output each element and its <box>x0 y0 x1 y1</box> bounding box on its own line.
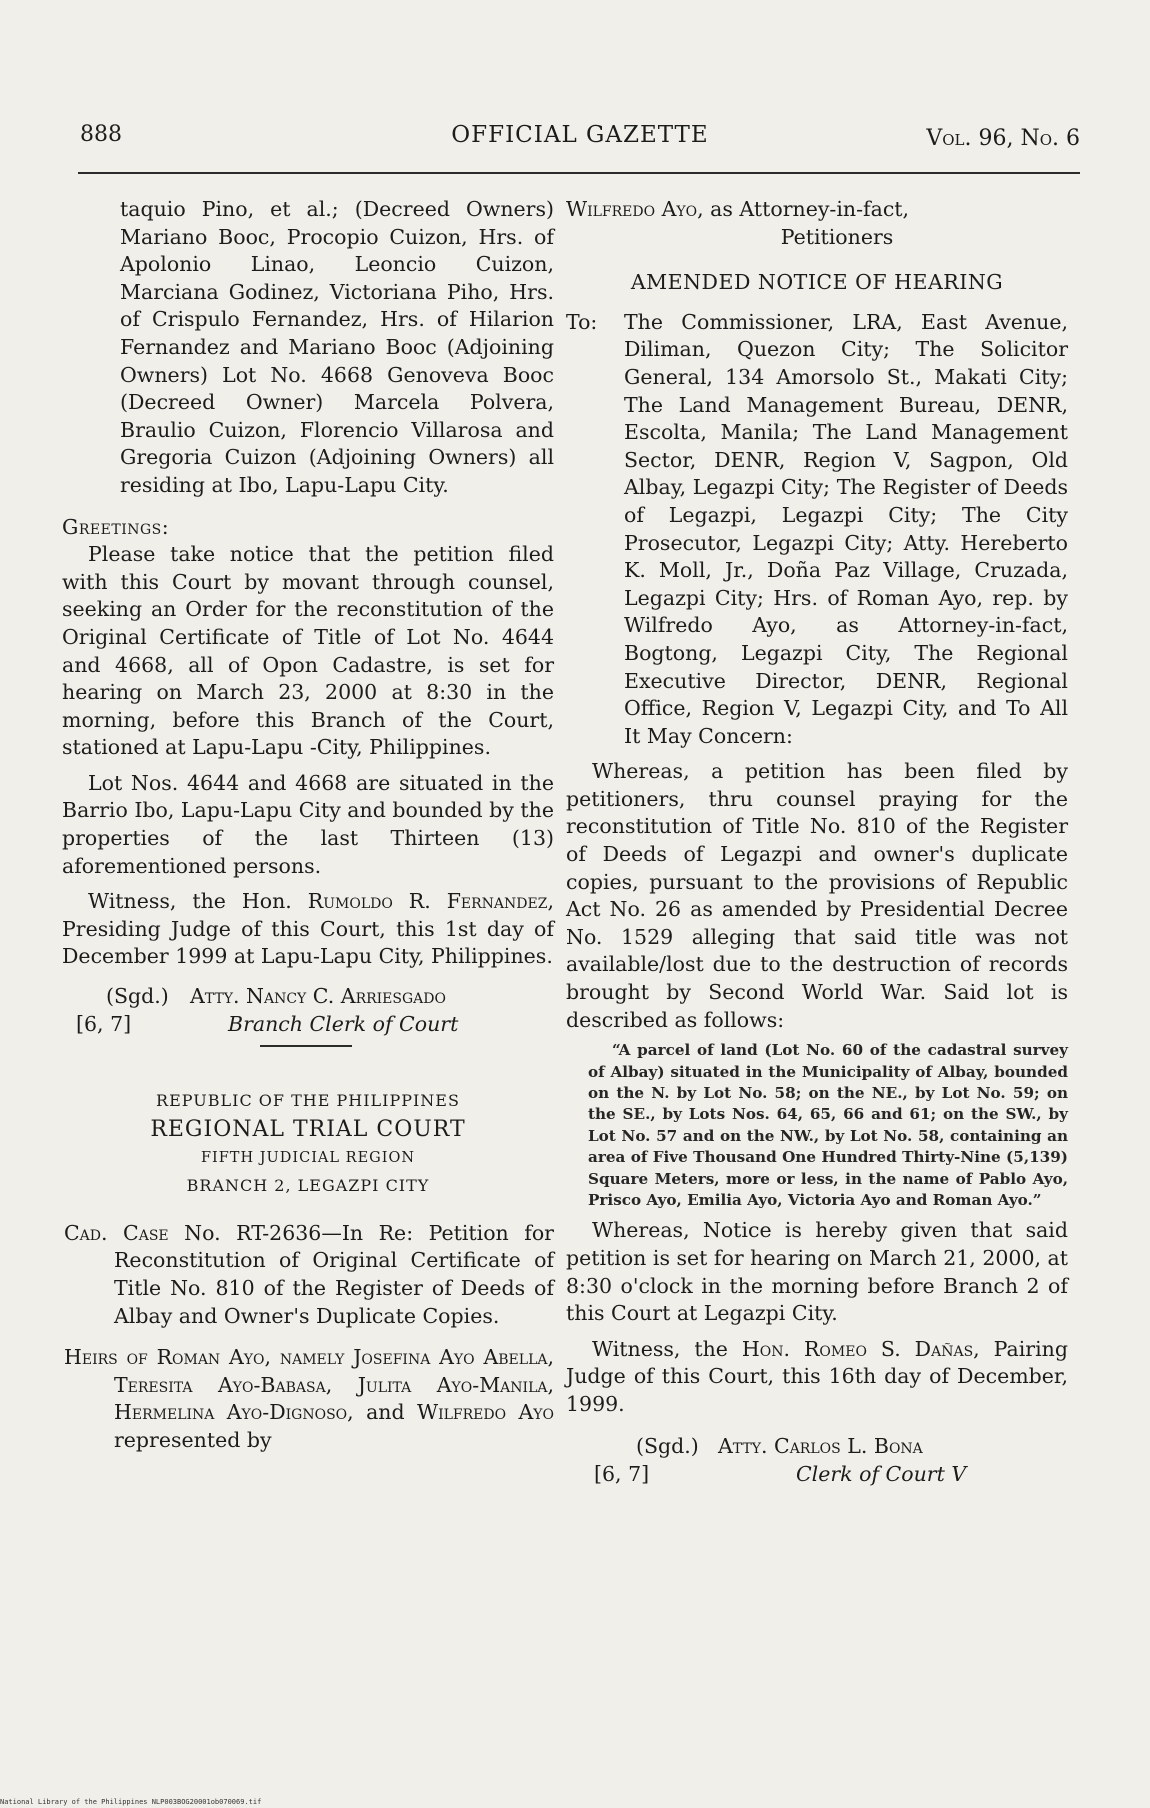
issue-reference-2: [6, 7] <box>594 1461 650 1486</box>
addressees-block <box>566 309 1068 751</box>
court-republic: REPUBLIC OF THE PHILIPPINES <box>156 1091 460 1111</box>
signed-mark: (Sgd.) <box>106 984 169 1009</box>
heirs-representative: Wilfredo Ayo <box>417 1400 554 1425</box>
witness-rest: Presiding Judge of this Court, this 1st day of December 1999 at Lapu-Lapu City, Philippines. <box>62 916 554 969</box>
heirs-represented-by: represented by <box>114 1427 272 1452</box>
witness-prefix: Witness, the Hon. <box>88 889 292 914</box>
page-number: 888 <box>80 122 122 147</box>
signatory-role: Branch Clerk of Court <box>228 1012 459 1037</box>
signatory-name-2: Atty. Carlos L. Bona <box>718 1433 923 1458</box>
witness-paragraph <box>62 888 554 971</box>
notice-title: AMENDED NOTICE OF HEARING <box>630 270 1004 295</box>
case-text: No. RT-2636—In Re: Petition for Reconstitution of Original Certificate of Title No. 810 of the Register of Deeds of Albay and Owner's Duplicate Copies. <box>114 1220 554 1328</box>
witness-paragraph-2 <box>566 1336 1068 1419</box>
signatory-name: Atty. Nancy C. Arriesgado <box>190 984 446 1009</box>
signature-block-2 <box>566 1433 1068 1489</box>
section-divider <box>260 1045 352 1047</box>
heirs-caption <box>62 1344 554 1454</box>
petitioners-label: Petitioners <box>780 224 894 249</box>
court-region: FIFTH JUDICIAL REGION <box>200 1149 416 1166</box>
petitioner-name: Wilfredo Ayo, <box>566 197 704 221</box>
addressees-list: The Commissioner, LRA, East Avenue, Diliman, Quezon City; The Solicitor General, 134 Amorsolo St., Makati City; The Land Management Bureau, DENR, Escolta, Manila; The Land Management Sector, DENR, Region V, Sagpon, Old Albay, Legazpi City; The Register of Deeds of Legazpi, Legazpi City; The City Prosecutor, Legazpi City; Atty. Hereberto K. Moll, Jr., Doña Paz Village, Cruzada, Legazpi City; Hrs. of Roman Ayo, rep. by Wilfredo Ayo, as Attorney-in-fact, Bogtong, Legazpi City, The Regional Executive Director, DENR, Regional Office, Region V, Legazpi City, and To All It May Concern: <box>624 309 1068 748</box>
court-name: REGIONAL TRIAL COURT <box>150 1116 466 1142</box>
whereas-paragraph-2: Whereas, Notice is hereby given that said petition is set for hearing on March 21, 2000, at 8:30 o'clock in the morning before Branch 2 of this Court at Legazpi City. <box>566 1218 1068 1326</box>
left-column <box>62 196 554 1455</box>
whereas-paragraph-1: Whereas, a petition has been filed by petitioners, thru counsel praying for the reconstitution of Title No. 810 of the Register of Deeds of Legazpi and owner's duplicate copies, pursuant to the provisions of Republic Act No. 26 as amended by Presidential Decree No. 1529 alleging that said title was not available/lost due to the destruction of records brought by Second World War. Said lot is described as follows: <box>566 759 1068 1032</box>
owners-list-continuation: taquio Pino, et al.; (Decreed Owners) Mariano Booc, Procopio Cuizon, Hrs. of Apolonio Linao, Leoncio Cuizon, Marciana Godinez, Victoriana Piho, Hrs. of Crispulo Fernandez, Hrs. of Hilarion Fernandez and Mariano Booc (Adjoining Owners) Lot No. 4668 Genoveva Booc (Decreed Owner) Marcela Polvera, Braulio Cuizon, Florencio Villarosa and Gregoria Cuizon (Adjoining Owners) all residing at Ibo, Lapu-Lapu City. <box>120 197 554 497</box>
notice-paragraph-2: Lot Nos. 4644 and 4668 are situated in the Barrio Ibo, Lapu-Lapu City and bounded by the properties of the last Thirteen (13) aforementioned persons. <box>62 770 554 878</box>
judge-name: Rumoldo R. Fernandez, <box>307 889 554 914</box>
right-column <box>566 196 1068 1489</box>
to-label: To: <box>566 309 598 334</box>
heirs-names: Heirs of Roman Ayo, namely Josefina Ayo Abella, Teresita Ayo-Babasa, Julita Ayo-Manila, Hermelina Ayo-Dignoso, <box>64 1345 554 1425</box>
notice-paragraph-1: Please take notice that the petition filed with this Court by movant through counsel, seeking an Order for the reconstitution of the Original Certificate of Title of Lot No. 4644 and 4668, all of Opon Cadastre, is set for hearing on March 23, 2000 at 8:30 in the morning, before this Branch of the Court, stationed at Lapu-Lapu -City, Philippines. <box>62 542 554 760</box>
volume-number: Vol. 96, No. 6 <box>926 126 1080 151</box>
signatory-role-2: Clerk of Court V <box>796 1461 967 1486</box>
issue-reference: [6, 7] <box>76 1012 132 1037</box>
lot-description-quote: “A parcel of land (Lot No. 60 of the cadastral survey of Albay) situated in the Municipality of Albay, bounded on the N. by Lot No. 58; on the NE., by Lot No. 59; on the SE., by Lots Nos. 64, 65, 66 and 61; on the SW., by Lot No. 57 and on the NW., by Lot No. 58, containing an area of Five Thousand One Hundred Thirty-Nine (5,139) Square Meters, more or less, in the name of Pablo Ayo, Prisco Ayo, Emilia Ayo, Victoria Ayo and Roman Ayo.” <box>588 1041 1068 1210</box>
publication-title: OFFICIAL GAZETTE <box>451 122 709 148</box>
petitioner-line <box>566 196 1068 224</box>
greetings-heading: Greetings: <box>62 514 170 539</box>
header-rule <box>78 172 1080 174</box>
court-branch: BRANCH 2, LEGAZPI CITY <box>186 1176 430 1196</box>
signed-mark-2: (Sgd.) <box>636 1433 699 1458</box>
court-heading <box>62 1087 554 1200</box>
case-label: Cad. Case <box>64 1220 169 1245</box>
page-header <box>80 122 1080 158</box>
scan-footer: National Library of the Philippines NLP003BOG20001ob070069.tif <box>0 1798 262 1806</box>
judge-name-2: Hon. Romeo S. Dañas, <box>741 1336 980 1361</box>
signature-block-1 <box>62 983 554 1039</box>
witness-prefix-2: Witness, the <box>592 1336 728 1361</box>
petitioner-role: as Attorney-in-fact, <box>710 197 910 221</box>
heirs-and: and <box>366 1400 405 1425</box>
witness-rest-2: Pairing Judge of this Court, this 16th day of December, 1999. <box>566 1336 1068 1417</box>
case-caption <box>62 1220 554 1330</box>
